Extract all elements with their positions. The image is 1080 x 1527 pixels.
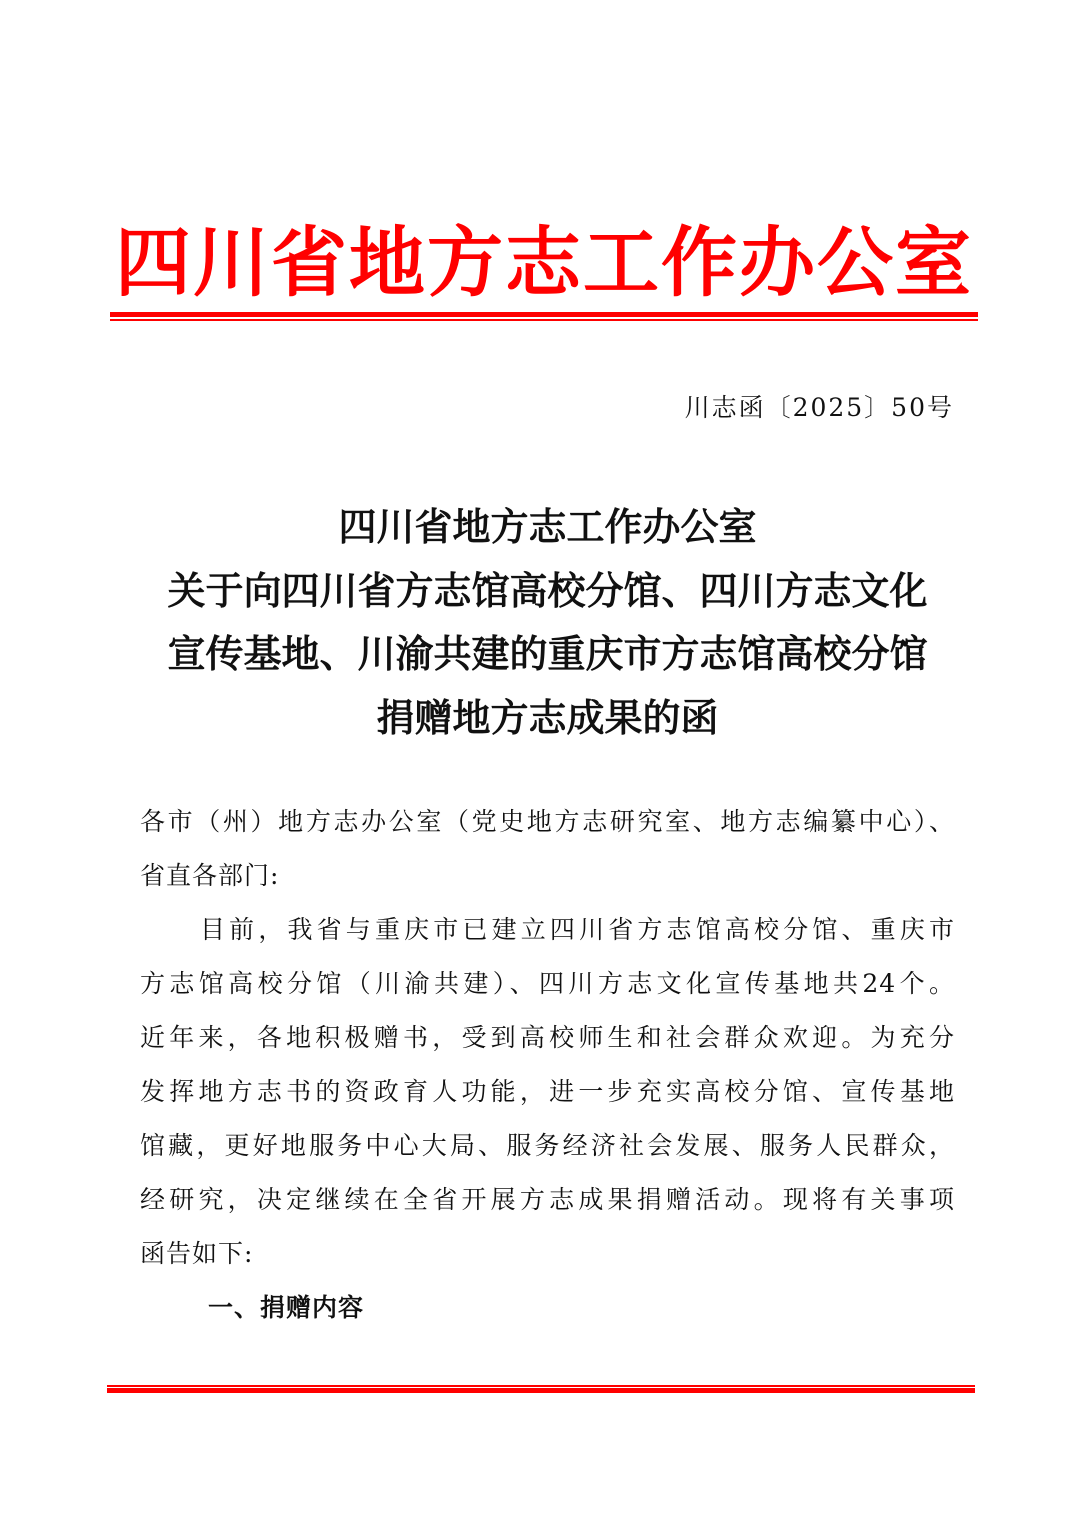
title-line: 宣传基地、川渝共建的重庆市方志馆高校分馆 [167, 631, 928, 676]
body-line: 馆藏，更好地服务中心大局、服务经济社会发展、服务人民群众， [140, 1131, 955, 1160]
section-heading: 一、捐赠内容 [208, 1293, 365, 1322]
body-line: 函告如下: [140, 1239, 254, 1268]
addressee-line: 省直各部门: [140, 861, 280, 890]
masthead-title: 四川省地方志工作办公室 [115, 218, 973, 307]
document-number: 川志函〔2025〕50号 [684, 393, 954, 422]
footer-rule-thin [107, 1385, 975, 1387]
masthead-rule-thick [110, 312, 978, 317]
footer-rule-thick [107, 1388, 975, 1393]
title-line: 四川省地方志工作办公室 [338, 504, 757, 549]
title-line: 关于向四川省方志馆高校分馆、四川方志文化 [167, 567, 928, 613]
body-line: 经研究，决定继续在全省开展方志成果捐赠活动。现将有关事项 [140, 1185, 955, 1214]
body-line: 近年来，各地积极赠书，受到高校师生和社会群众欢迎。为充分 [140, 1023, 955, 1052]
document-title [140, 495, 955, 749]
body-line: 目前，我省与重庆市已建立四川省方志馆高校分馆、重庆市 [200, 915, 955, 944]
body-line: 发挥地方志书的资政育人功能，进一步充实高校分馆、宣传基地 [140, 1077, 955, 1106]
body-line: 方志馆高校分馆（川渝共建）、四川方志文化宣传基地共24个。 [140, 969, 955, 998]
addressee-line: 各市（州）地方志办公室（党史地方志研究室、地方志编纂中心）、 [140, 807, 955, 836]
masthead-rule-thin [110, 319, 978, 321]
title-line: 捐赠地方志成果的函 [376, 694, 719, 740]
document-body [140, 795, 955, 1335]
